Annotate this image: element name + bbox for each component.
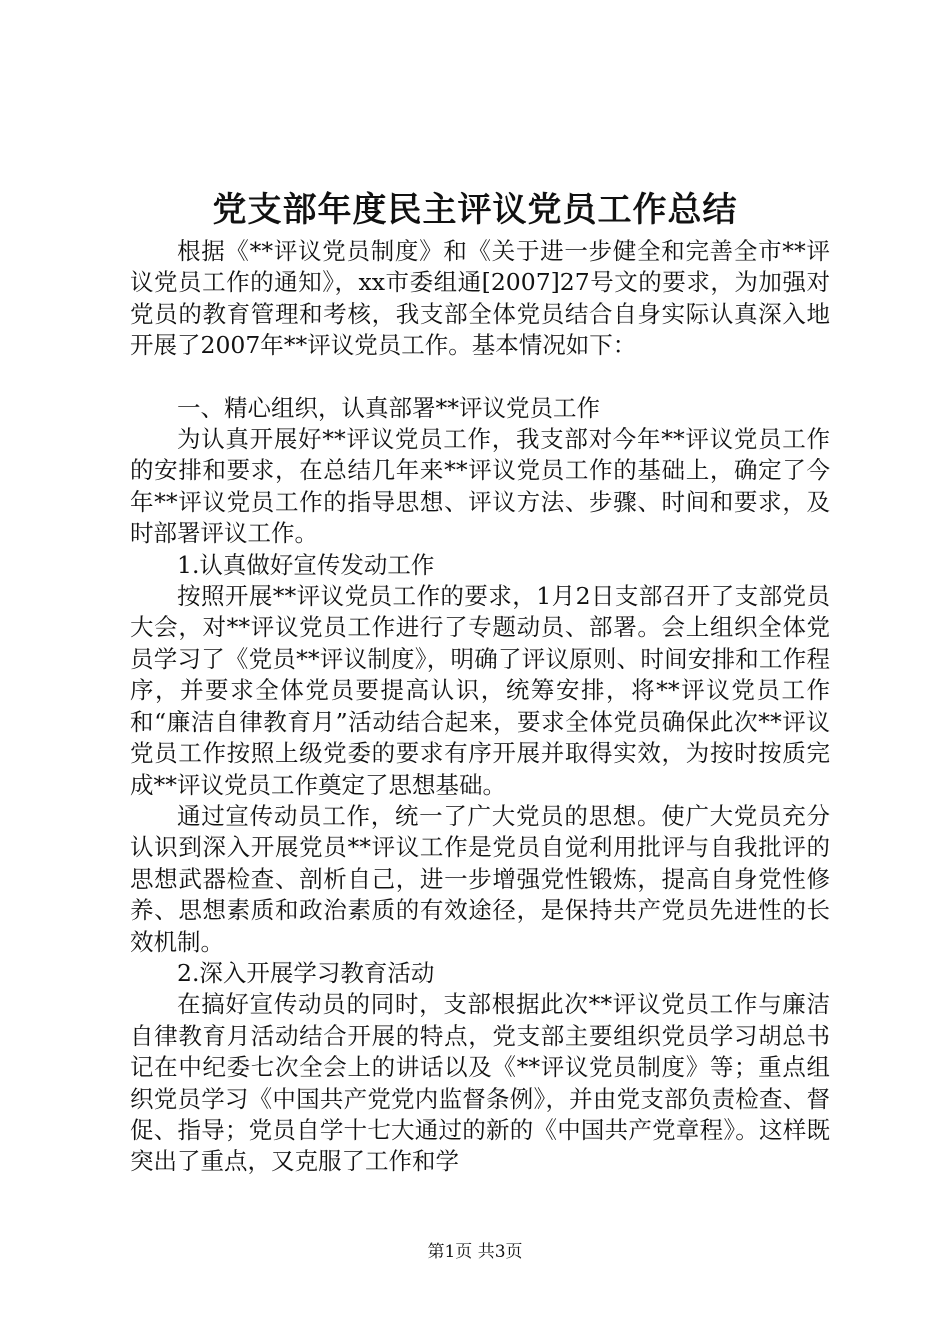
paragraph-spacer (130, 362, 830, 393)
section-heading-1: 一、精心组织，认真部署**评议党员工作 (177, 393, 600, 422)
paragraph: 为认真开展好**评议党员工作，我支部对今年**评议党员工作的安排和要求，在总结几年来**评议党员工作的基础上，确定了今年**评议党员工作的指导思想、评议方法、步骤、时间和要求，及时部署评议工作。 (130, 425, 830, 548)
paragraph: 通过宣传动员工作，统一了广大党员的思想。使广大党员充分认识到深入开展党员**评议工作是党员自觉利用批评与自我批评的思想武器检查、剖析自己，进一步增强党性锻炼，提高自身党性修养、思想素质和政治素质的有效途径，是保持共产党员先进性的长效机制。 (130, 801, 830, 956)
paragraph: 按照开展**评议党员工作的要求，1月2日支部召开了支部党员大会，对**评议党员工作进行了专题动员、部署。会上组织全体党员学习了《党员**评议制度》，明确了评议原则、时间安排和工作程序，并要求全体党员要提高认识，统筹安排，将**评议党员工作和“廉洁自律教育月”活动结合起来，要求全体党员确保此次**评议党员工作按照上级党委的要求有序开展并取得实效，为按时按质完成**评议党员工作奠定了思想基础。 (130, 582, 830, 799)
paragraph-intro: 根据《**评议党员制度》和《关于进一步健全和完善全市**评议党员工作的通知》，xx市委组通[2007]27号文的要求，为加强对党员的教育管理和考核，我支部全体党员结合自身实际认真深入地开展了2007年**评议党员工作。基本情况如下： (130, 237, 830, 360)
page-number-footer: 第1页 共3页 (427, 1242, 523, 1262)
subsection-heading-2: 2.深入开展学习教育活动 (177, 958, 435, 987)
paragraph: 在搞好宣传动员的同时，支部根据此次**评议党员工作与廉洁自律教育月活动结合开展的特点，党支部主要组织党员学习胡总书记在中纪委七次全会上的讲话以及《**评议党员制度》等；重点组织党员学习《中国共产党党内监督条例》，并由党支部负责检查、督促、指导；党员自学十七大通过的新的《中国共产党章程》。这样既突出了重点，又克服了工作和学 (130, 990, 830, 1176)
document-body (130, 236, 830, 1178)
document-title: 党支部年度民主评议党员工作总结 (212, 190, 738, 230)
subsection-heading-1: 1.认真做好宣传发动工作 (177, 550, 435, 579)
